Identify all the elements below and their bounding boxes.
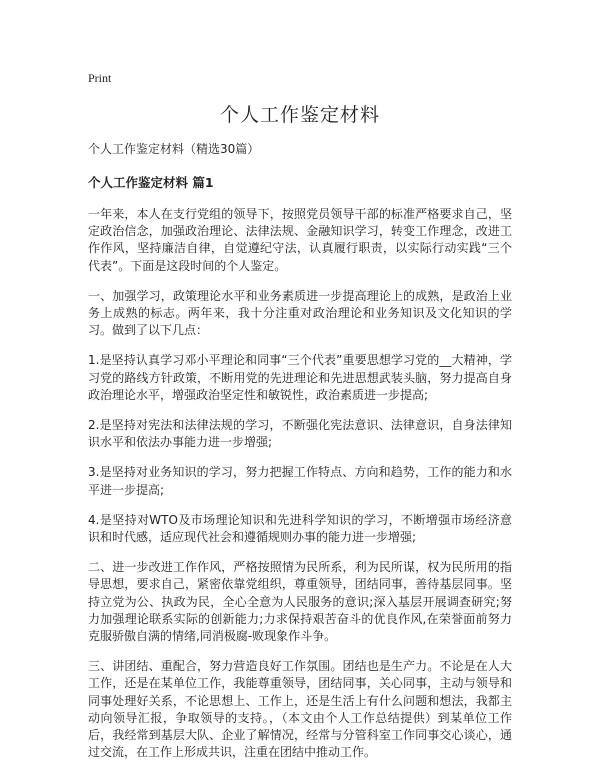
paragraph-section-three: 三、讲团结、重配合，努力营造良好工作氛围。团结也是生产力。不论是在人大工作，还是在某单位工作，我能尊重领导，团结同事，关心同事，主动与领导和同事处理好关系，不论思想上、工作上，还是生活上有什么问题和想法，我都主动向领导汇报，争取领导的支持。，（本文由个人工作总结提供）到某单位工作后，我经常到基层大队、企业了解情况，经常与分管科室工作同事交心谈心，通过交流，在工作上形成共识，注重在团结中推动工作。	[88, 659, 512, 760]
paragraph-section-two: 二、进一步改进工作作风，严格按照情为民所系，利为民所谋，权为民所用的指导思想，要求自己，紧密依靠党组织，尊重领导，团结同事，善待基层同事。坚持立党为公、执政为民，全心全意为人民服务的意识;深入基层开展调查研究;努力加强理论联系实际的创新能力;力求保持艰苦奋斗的优良作风,在荣誉面前努力克服骄傲自满的情绪,同消极腐-败现象作斗争。	[88, 560, 512, 644]
paragraph-point-4: 4.是坚持对WTO及市场理论知识和先进科学知识的学习，不断增强市场经济意识和时代感，适应现代社会和遵循规则办事的能力进一步增强;	[88, 512, 512, 545]
paragraph-intro: 一年来，本人在支行党组的领导下，按照党员领导干部的标准严格要求自己，坚定政治信念，加强政治理论、法律法规、金融知识学习，转变工作理念，改进工作作风，坚持廉洁自律，自觉遵纪守法，认真履行职责，以实际行动实践“三个代表”。下面是这段时间的个人鉴定。	[88, 207, 512, 273]
document-body	[88, 206, 512, 761]
paragraph-point-3: 3.是坚持对业务知识的学习，努力把握工作特点、方向和趋势，工作的能力和水平进一步提高;	[88, 465, 512, 497]
paragraph-section-one: 一、加强学习，政策理论水平和业务素质进一步提高理论上的成熟，是政治上业务上成熟的标志。两年来，我十分注重对政治理论和业务知识及文化知识的学习。做到了以下几点：	[88, 288, 512, 338]
document-subtitle: 个人工作鉴定材料（精选30篇）	[88, 142, 260, 156]
print-link[interactable]: Print	[88, 71, 112, 85]
paragraph-point-1: 1.是坚持认真学习邓小平理论和同事“三个代表”重要思想学习党的__大精神，学习党的路线方针政策，不断用党的先进理论和先进思想武装头脑，努力提高自身政治理论水平，增强政治坚定性和敏锐性，政治素质进一步提高;	[88, 353, 512, 402]
paragraph-point-2: 2.是坚持对宪法和法律法规的学习，不断强化宪法意识、法律意识，自身法律知识水平和依法办事能力进一步增强;	[88, 418, 512, 450]
section-heading: 个人工作鉴定材料 篇1	[88, 175, 214, 190]
document-title: 个人工作鉴定材料	[219, 104, 380, 126]
